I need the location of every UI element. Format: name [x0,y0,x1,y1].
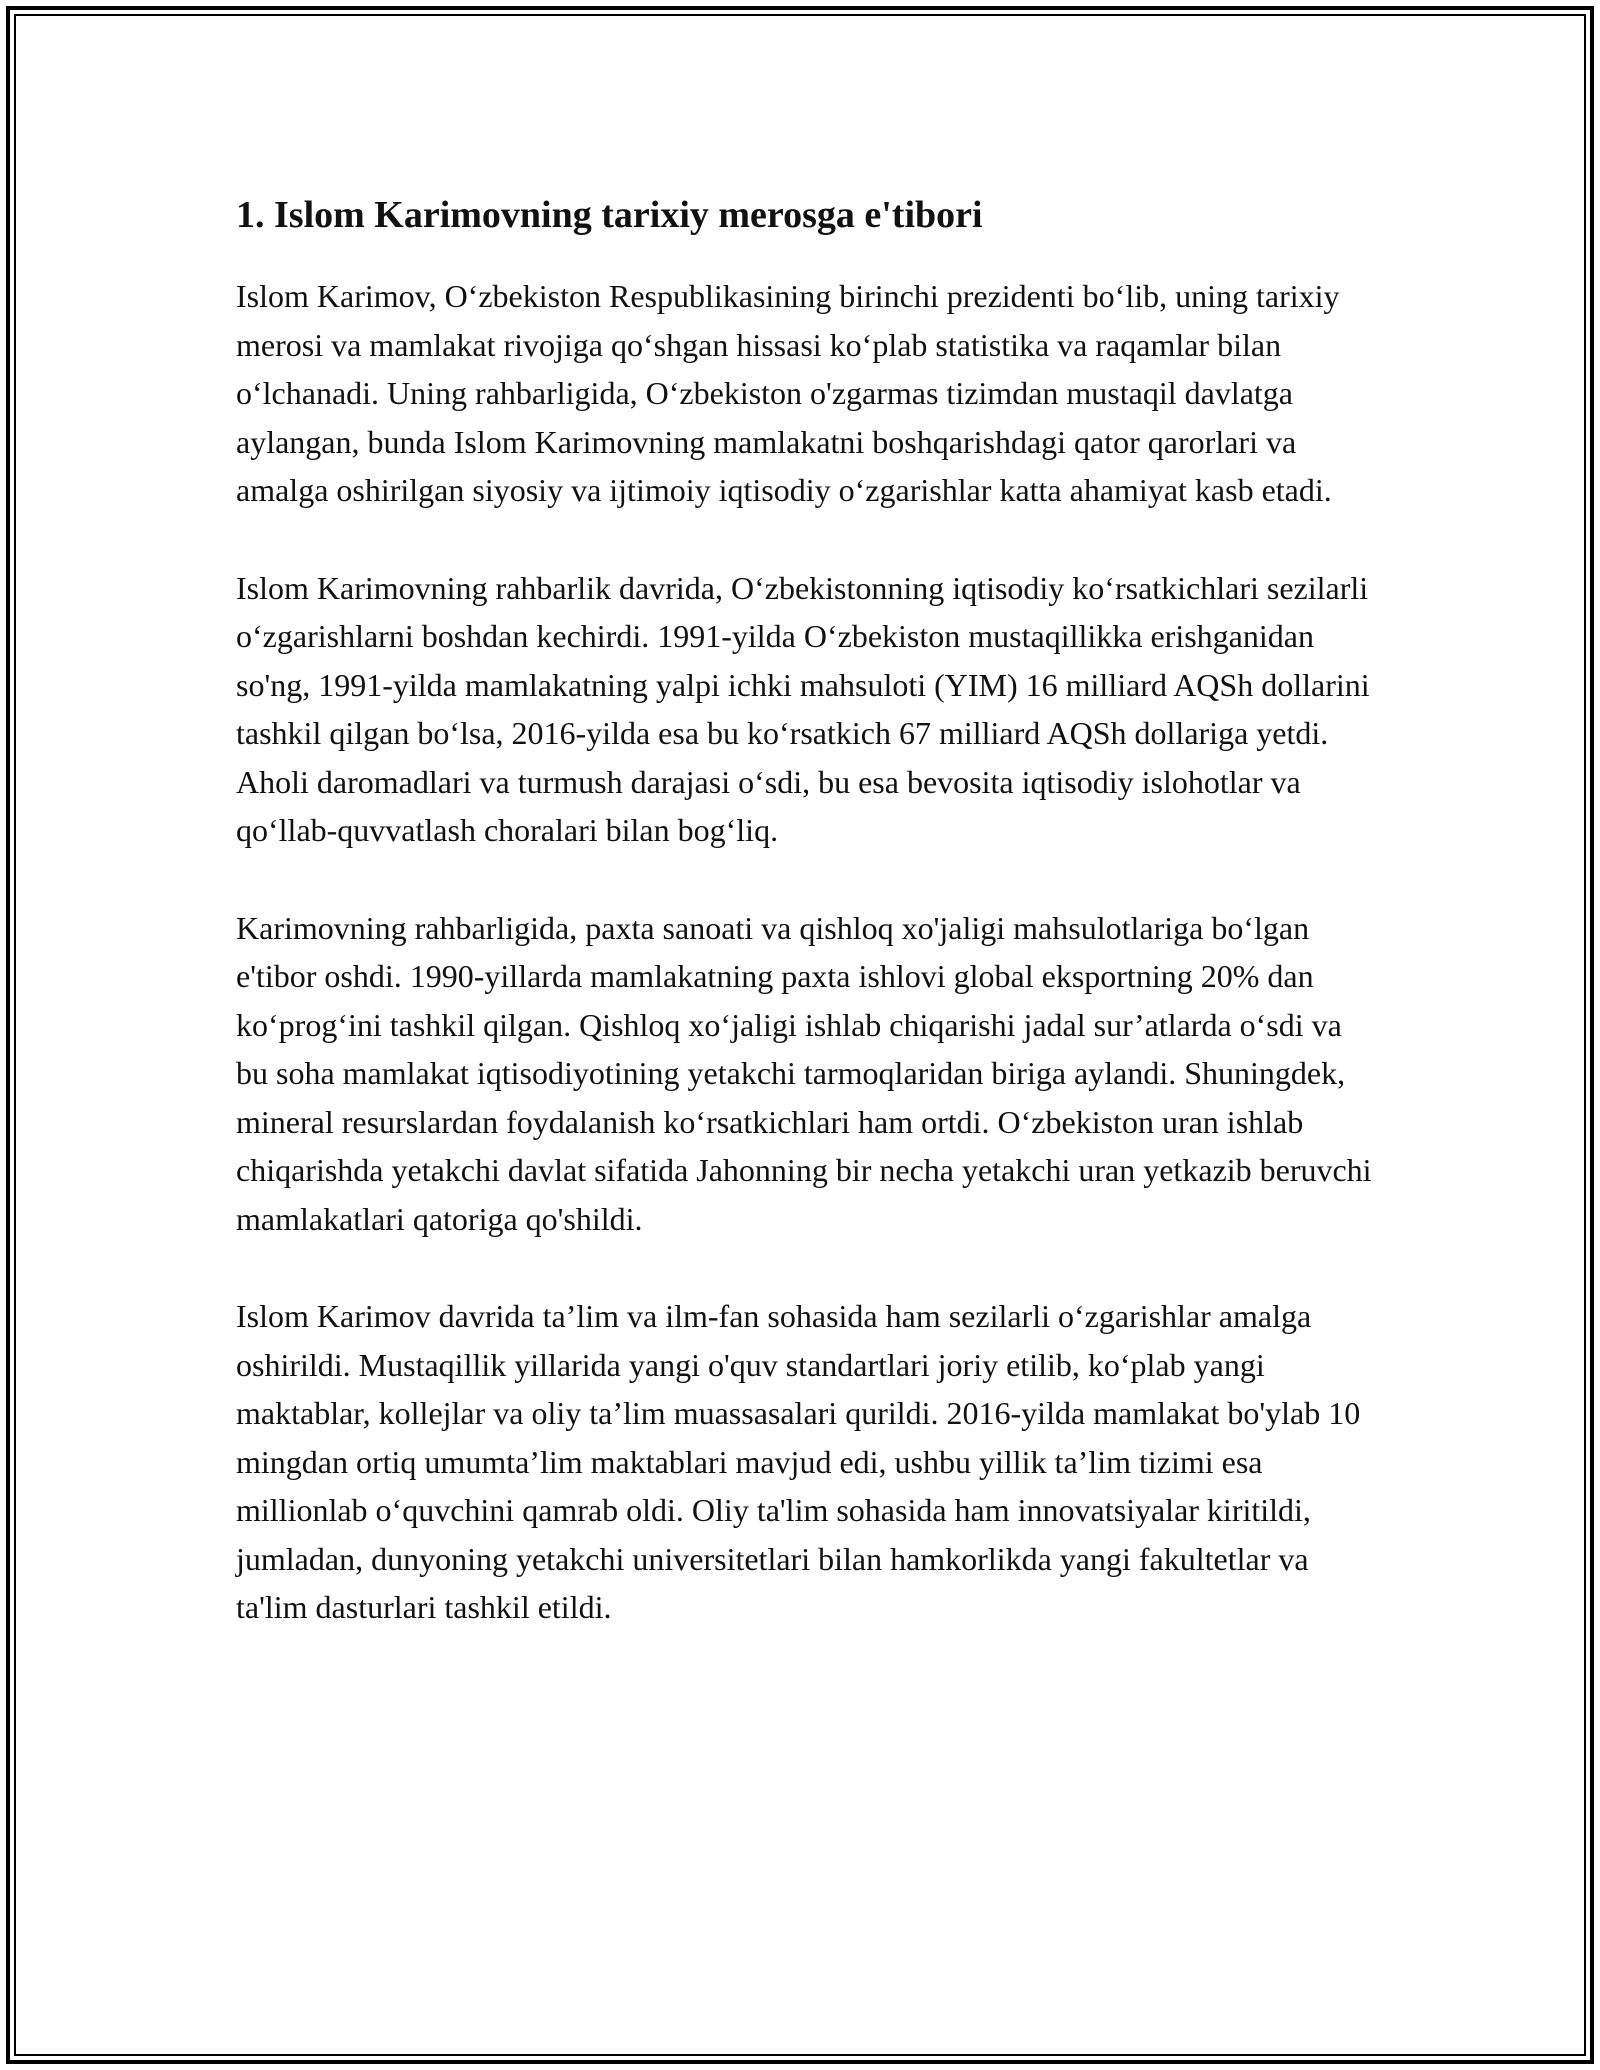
section-heading: 1. Islom Karimovning tarixiy merosga e'tibori [236,194,983,236]
paragraph-1: Islom Karimov, O‘zbekiston Respublikasining birinchi prezidenti bo‘lib, uning tarixiy merosi va mamlakat rivojiga qo‘shgan hissasi ko‘plab statistika va raqamlar bilan o‘lchanadi. Uning rahbarligida, O‘zbekiston o'zgarmas tizimdan mustaqil davlatga aylangan, bunda Islom Karimovning mamlakatni boshqarishdagi qator qarorlari va amalga oshirilgan siyosiy va ijtimoiy iqtisodiy o‘zgarishlar katta ahamiyat kasb etadi. [236,278,1340,508]
paragraph-4: Islom Karimov davrida ta’lim va ilm-fan sohasida ham sezilarli o‘zgarishlar amalga oshirildi. Mustaqillik yillarida yangi o'quv standartlari joriy etilib, ko‘plab yangi maktablar, kollejlar va oliy ta’lim muassasalari qurildi. 2016-yilda mamlakat bo'ylab 10 mingdan ortiq umumta’lim maktablari mavjud edi, ushbu yillik ta’lim tizimi esa millionlab o‘quvchini qamrab oldi. Oliy ta'lim sohasida ham innovatsiyalar kiritildi, jumladan, dunyoning yetakchi universitetlari bilan hamkorlikda yangi fakultetlar va ta'lim dasturlari tashkil etildi. [236,1298,1361,1625]
document-body [236,190,1376,1681]
paragraph-2: Islom Karimovning rahbarlik davrida, O‘zbekistonning iqtisodiy ko‘rsatkichlari sezilarli o‘zgarishlarni boshdan kechirdi. 1991-yilda O‘zbekiston mustaqillikka erishganidan so'ng, 1991-yilda mamlakatning yalpi ichki mahsuloti (YIM) 16 milliard AQSh dollarini tashkil qilgan bo‘lsa, 2016-yilda esa bu ko‘rsatkich 67 milliard AQSh dollariga yetdi. Aholi daromadlari va turmush darajasi o‘sdi, bu esa bevosita iqtisodiy islohotlar va qo‘llab-quvvatlash choralari bilan bog‘liq. [236,569,1370,848]
paragraph-3: Karimovning rahbarligida, paxta sanoati va qishloq xo'jaligi mahsulotlariga bo‘lgan e'tibor oshdi. 1990-yillarda mamlakatning paxta ishlovi global eksportning 20% dan ko‘prog‘ini tashkil qilgan. Qishloq xo‘jaligi ishlab chiqarishi jadal sur’atlarda o‘sdi va bu soha mamlakat iqtisodiyotining yetakchi tarmoqlaridan biriga aylandi. Shuningdek, mineral resurslardan foydalanish ko‘rsatkichlari ham ortdi. O‘zbekiston uran ishlab chiqarishda yetakchi davlat sifatida Jahonning bir necha yetakchi uran yetkazib beruvchi mamlakatlari qatoriga qo'shildi. [236,909,1372,1237]
